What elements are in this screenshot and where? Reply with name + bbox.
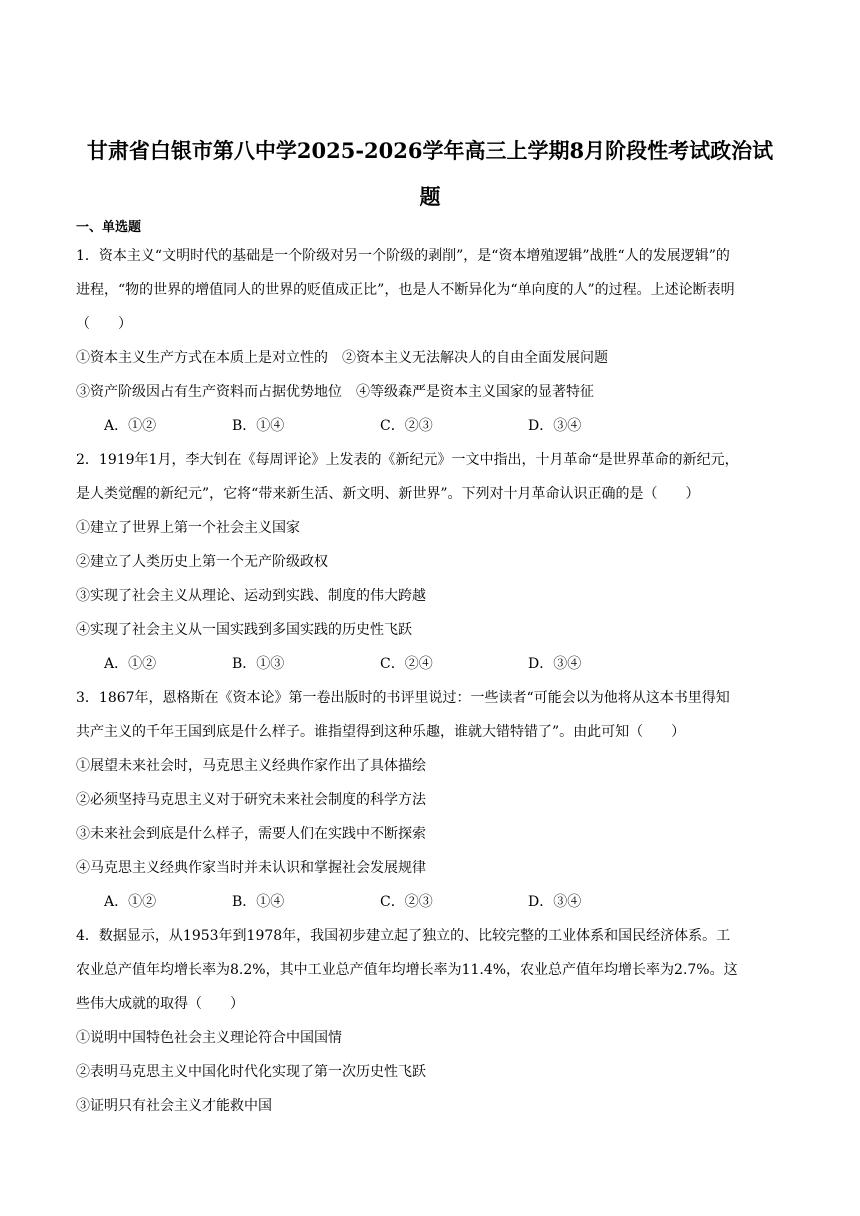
q2-statement-1: ①建立了世界上第一个社会主义国家 [76,520,300,536]
q2-stem-line-2: 是人类觉醒的新纪元”，它将“带来新生活、新文明、新世界”。下列对十月革命认识正确的是（ ） [76,486,700,502]
q1-option-c[interactable]: C．②③ [380,418,433,434]
q3-option-d[interactable]: D．③④ [528,894,582,910]
q3-statement-2: ②必须坚持马克思主义对于研究未来社会制度的科学方法 [76,792,426,808]
q2-option-d[interactable]: D．③④ [528,656,582,672]
q3-statement-4: ④马克思主义经典作家当时并未认识和掌握社会发展规律 [76,860,426,876]
exam-title-line-2: 题 [419,184,441,209]
q2-option-b[interactable]: B．①③ [232,656,285,672]
q1-option-b[interactable]: B．①④ [232,418,285,434]
q1-stem-line-2: 进程，“物的世界的增值同人的世界的贬值成正比”，也是人不断异化为“单向度的人”的过程。上述论断表明 [76,282,735,298]
q3-option-b[interactable]: B．①④ [232,894,285,910]
q3-option-c[interactable]: C．②③ [380,894,433,910]
q3-statement-3: ③未来社会到底是什么样子，需要人们在实践中不断探索 [76,826,426,842]
q4-stem-line-3: 些伟大成就的取得（ ） [76,996,244,1012]
q3-statement-1: ①展望未来社会时，马克思主义经典作家作出了具体描绘 [76,758,426,774]
q2-option-a[interactable]: A．①② [104,656,157,672]
q4-statement-1: ①说明中国特色社会主义理论符合中国国情 [76,1030,342,1046]
q1-statement-2: ③资产阶级因占有生产资料而占据优势地位 ④等级森严是资本主义国家的显著特征 [76,384,594,400]
q2-option-c[interactable]: C．②④ [380,656,433,672]
q1-option-a[interactable]: A．①② [104,418,157,434]
q2-statement-4: ④实现了社会主义从一国实践到多国实践的历史性飞跃 [76,622,412,638]
q2-statement-2: ②建立了人类历史上第一个无产阶级政权 [76,554,328,570]
q1-statement-1: ①资本主义生产方式在本质上是对立性的 ②资本主义无法解决人的自由全面发展问题 [76,350,608,366]
q3-stem-line-2: 共产主义的千年王国到底是什么样子。谁指望得到这种乐趣，谁就大错特错了”。由此可知（ ） [76,724,686,740]
q1-stem-line-1: 1．资本主义“文明时代的基础是一个阶级对另一个阶级的剥削”，是“资本增殖逻辑”战胜“人的发展逻辑”的 [76,248,730,264]
q4-stem-line-2: 农业总产值年均增长率为8.2%，其中工业总产值年均增长率为11.4%，农业总产值年均增长率为2.7%。这 [76,962,738,978]
q3-stem-line-1: 3．1867年，恩格斯在《资本论》第一卷出版时的书评里说过：一些读者“可能会以为他将从这本书里得知 [76,690,730,706]
q1-option-d[interactable]: D．③④ [528,418,582,434]
q1-stem-line-3: （ ） [76,316,132,332]
exam-title-line-1: 甘肃省白银市第八中学2025-2026学年高三上学期8月阶段性考试政治试 [86,138,774,163]
q3-option-a[interactable]: A．①② [104,894,157,910]
q2-statement-3: ③实现了社会主义从理论、运动到实践、制度的伟大跨越 [76,588,426,604]
section-heading: 一、单选题 [76,220,142,235]
q4-statement-2: ②表明马克思主义中国化时代化实现了第一次历史性飞跃 [76,1064,426,1080]
q2-stem-line-1: 2．1919年1月，李大钊在《每周评论》上发表的《新纪元》一文中指出，十月革命“是世界革命的新纪元， [76,452,739,468]
q4-statement-3: ③证明只有社会主义才能救中国 [76,1098,272,1114]
q4-stem-line-1: 4．数据显示，从1953年到1978年，我国初步建立起了独立的、比较完整的工业体系和国民经济体系。工 [76,928,731,944]
